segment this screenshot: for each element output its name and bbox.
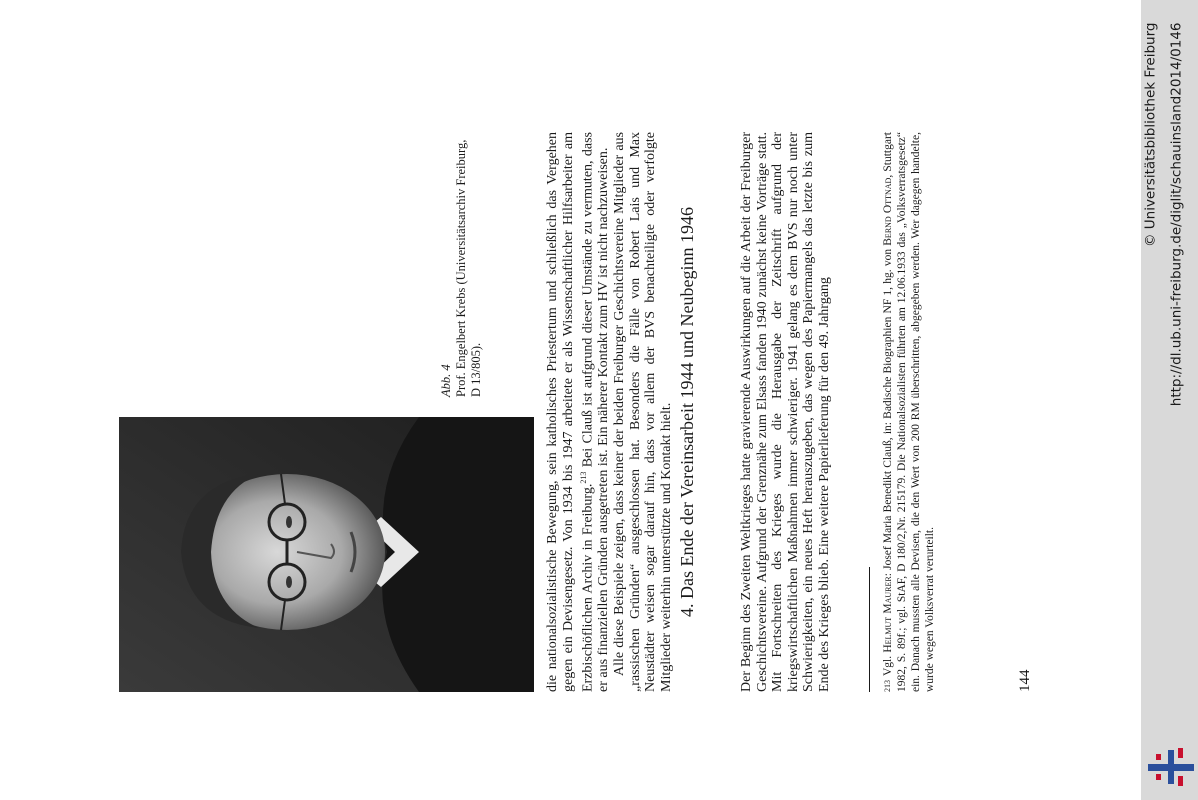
footnote-text-a: Vgl. [882, 652, 894, 676]
body-paragraphs [545, 132, 674, 692]
paragraph-1-text: die nationalsozialistische Bewegung, sein katholisches Priestertum und schließlich das Vergehen gegen ein Devisengesetz. Von 1934 bis 1947 arbeitete er als Wissenschaftlicher Hilfsarbeiter am Erzbischöflichen Archiv in Freiburg. [545, 132, 596, 692]
paragraph-2: Alle diese Beispiele zeigen, dass keiner der beiden Freiburger Geschichtsvereine Mitglieder aus „rassischen Gründen“ ausgeschlossen hat. Besonders die Fälle von Robert Lais und Max Neustädter weisen sogar darauf hin, dass vor allem der BVS benachteiligte oder verfolgte Mitglieder weiterhin unterstützte und Kontakt hielt. [612, 132, 674, 692]
footnote-author-1: Helmut Maurer [882, 576, 894, 653]
section-heading: 4. Das Ende der Vereinsarbeit 1944 und Neubeginn 1946 [677, 206, 697, 618]
footnote-ref: 213 [579, 471, 589, 484]
footnote-author-2: Bernd Ottnad [882, 177, 894, 246]
portrait-photo [119, 417, 534, 692]
caption-line-2: D 13/805). [469, 342, 483, 397]
book-page [59, 80, 1139, 720]
footnote-divider [869, 567, 870, 692]
figure-caption [439, 137, 484, 397]
figure-label: Abb. 4 [439, 364, 453, 397]
viewer-sidebar [1141, 0, 1198, 800]
portrait-image [119, 417, 534, 692]
footnote-text-c: , Stuttgart 1982, S. 89f.; vgl. StAF, D 180/2,Nr. 215179. Die Nationalsozialisten führten am 12.06.1933 das „Volksverratsgesetz“ ein. Danach mussten alle Devisen, die den Wert von 200 RM überschritten, abgegeben werden. Wer dagegen handelte, wurde wegen Volksverrat verurteilt. [882, 131, 936, 692]
footnote-number: 213 [883, 680, 892, 692]
copyright-text: © Universitätsbibliothek Freiburg [1142, 22, 1159, 248]
page-number: 144 [1017, 669, 1033, 692]
paragraph-1 [545, 132, 612, 692]
paragraph-1-tail: Bei Clauß ist aufgrund dieser Umstände zu vermuten, dass er aus finanziellen Gründen ausgetreten ist. Ein näherer Kontakt zum HV ist nicht nachzuweisen. [580, 132, 612, 692]
source-url-link[interactable]: http://dl.ub.uni-freiburg.de/diglit/schauinsland2014/0146 [1168, 22, 1185, 407]
ub-freiburg-logo-icon[interactable] [1148, 742, 1194, 792]
footnote-text-b: : Josef Maria Benedikt Clauß, in: Badische Biographien NF 1, hg. von [882, 245, 894, 577]
caption-line-1: Prof. Engelbert Krebs (Universitätsarchiv Freiburg, [454, 139, 468, 397]
section-paragraph: Der Beginn des Zweiten Weltkrieges hatte gravierende Auswirkungen auf die Arbeit der Freiburger Geschichtsvereine. Aufgrund der Grenznähe zum Elsass fanden 1940 zunächst keine Vorträge statt. Mit Fortschreiten des Krieges wurde die Herausgabe der Zeitschrift aufgrund der kriegswirtschaftlichen Maßnahmen immer schwieriger. 1941 gelang es dem BVS nur noch unter Schwierigkeiten, ein neues Heft herauszugeben, das wegen des Papiermangels das letzte bis zum Ende des Krieges blieb. Eine weitere Papierlieferung für den 49. Jahrgang [739, 132, 832, 692]
sidebar-info [1141, 11, 1198, 791]
footnote [881, 132, 937, 692]
